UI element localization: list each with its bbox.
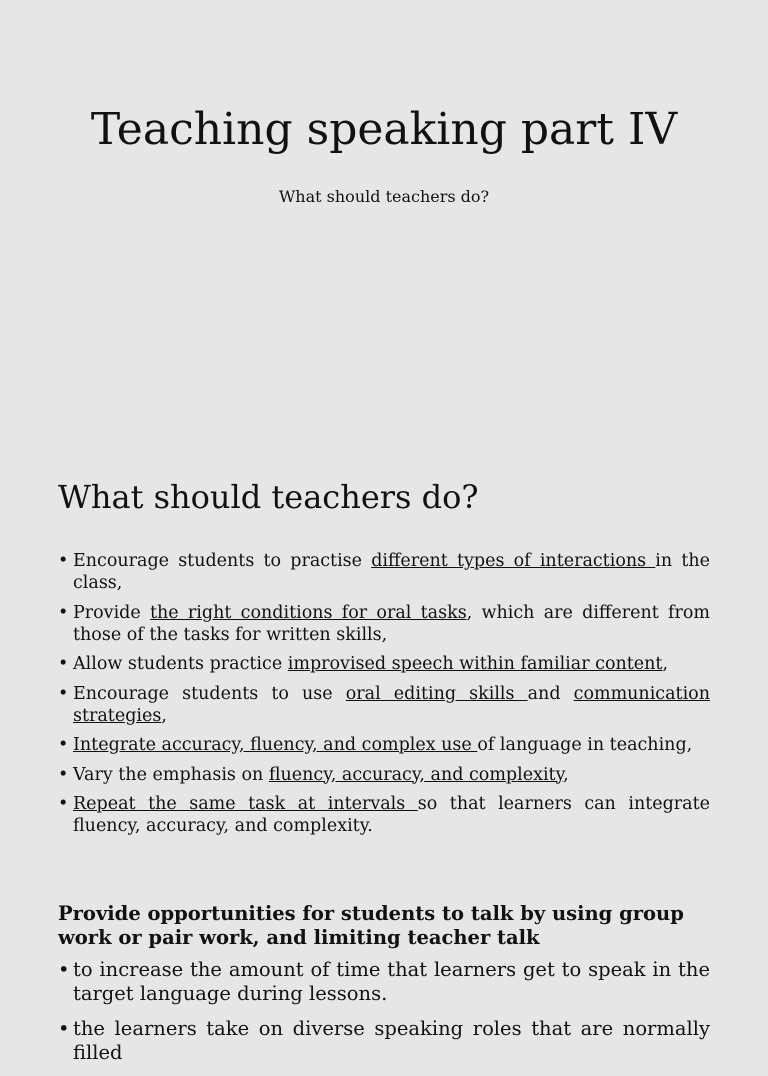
list-item <box>58 683 710 727</box>
section-heading: Provide opportunities for students to talk by using group work or pair work, and limiting teacher talk <box>58 902 684 949</box>
bullet-text: , <box>161 705 167 726</box>
bullet-icon: • <box>58 958 70 981</box>
slide-heading: What should teachers do? <box>58 478 479 516</box>
bullet-text: , <box>563 764 569 785</box>
list-item <box>58 550 710 594</box>
bullet-text: Provide <box>73 602 150 623</box>
bullet-text: so that learners can integrate fluency, accuracy, and complexity. <box>73 794 710 836</box>
bullet-text: , <box>662 654 669 674</box>
underlined-phrase: oral editing skills <box>345 683 528 704</box>
bullet-list <box>58 550 710 845</box>
underlined-phrase: Repeat the same task at intervals <box>73 794 418 814</box>
underlined-phrase: the right conditions for oral tasks <box>150 602 467 623</box>
bullet-icon: • <box>58 794 69 814</box>
bullet-icon: • <box>58 683 69 704</box>
bullet-text: Vary the emphasis on <box>73 764 269 785</box>
list-item <box>58 602 710 646</box>
list-item <box>58 653 710 675</box>
underlined-phrase: Integrate accuracy, fluency, and complex use <box>73 735 478 755</box>
underlined-phrase: communication strategies <box>73 683 710 726</box>
list-item <box>58 1017 710 1065</box>
bullet-text: of language in teaching, <box>477 735 693 755</box>
bullet-list <box>58 958 710 1076</box>
bullet-text: to increase the amount of time that learners get to speak in the target language during lessons. <box>73 958 710 1005</box>
bullet-text: Encourage students to use <box>73 683 346 704</box>
bullet-icon: • <box>58 551 69 571</box>
list-item <box>58 734 710 756</box>
bullet-text: in the class, <box>73 551 711 593</box>
slide-title: Teaching speaking part IV <box>90 104 678 155</box>
bullet-text: and <box>527 683 574 704</box>
bullet-text: the learners take on diverse speaking roles that are normally filled <box>73 1017 710 1064</box>
list-item <box>58 958 710 1006</box>
bullet-icon: • <box>58 654 69 674</box>
bullet-icon: • <box>58 1017 70 1040</box>
bullet-icon: • <box>58 602 69 623</box>
list-item <box>58 764 710 786</box>
underlined-phrase: different types of interactions <box>371 551 656 571</box>
bullet-text: , which are different from those of the tasks for written skills, <box>73 602 710 645</box>
slide-subtitle: What should teachers do? <box>278 187 490 206</box>
bullet-text: Encourage students to practise <box>73 551 372 571</box>
bullet-icon: • <box>58 764 69 785</box>
underlined-phrase: improvised speech within familiar content <box>287 654 663 674</box>
bullet-icon: • <box>58 735 69 755</box>
list-item <box>58 793 710 837</box>
bullet-text: Allow students practice <box>73 654 288 674</box>
underlined-phrase: fluency, accuracy, and complexity <box>268 764 564 785</box>
